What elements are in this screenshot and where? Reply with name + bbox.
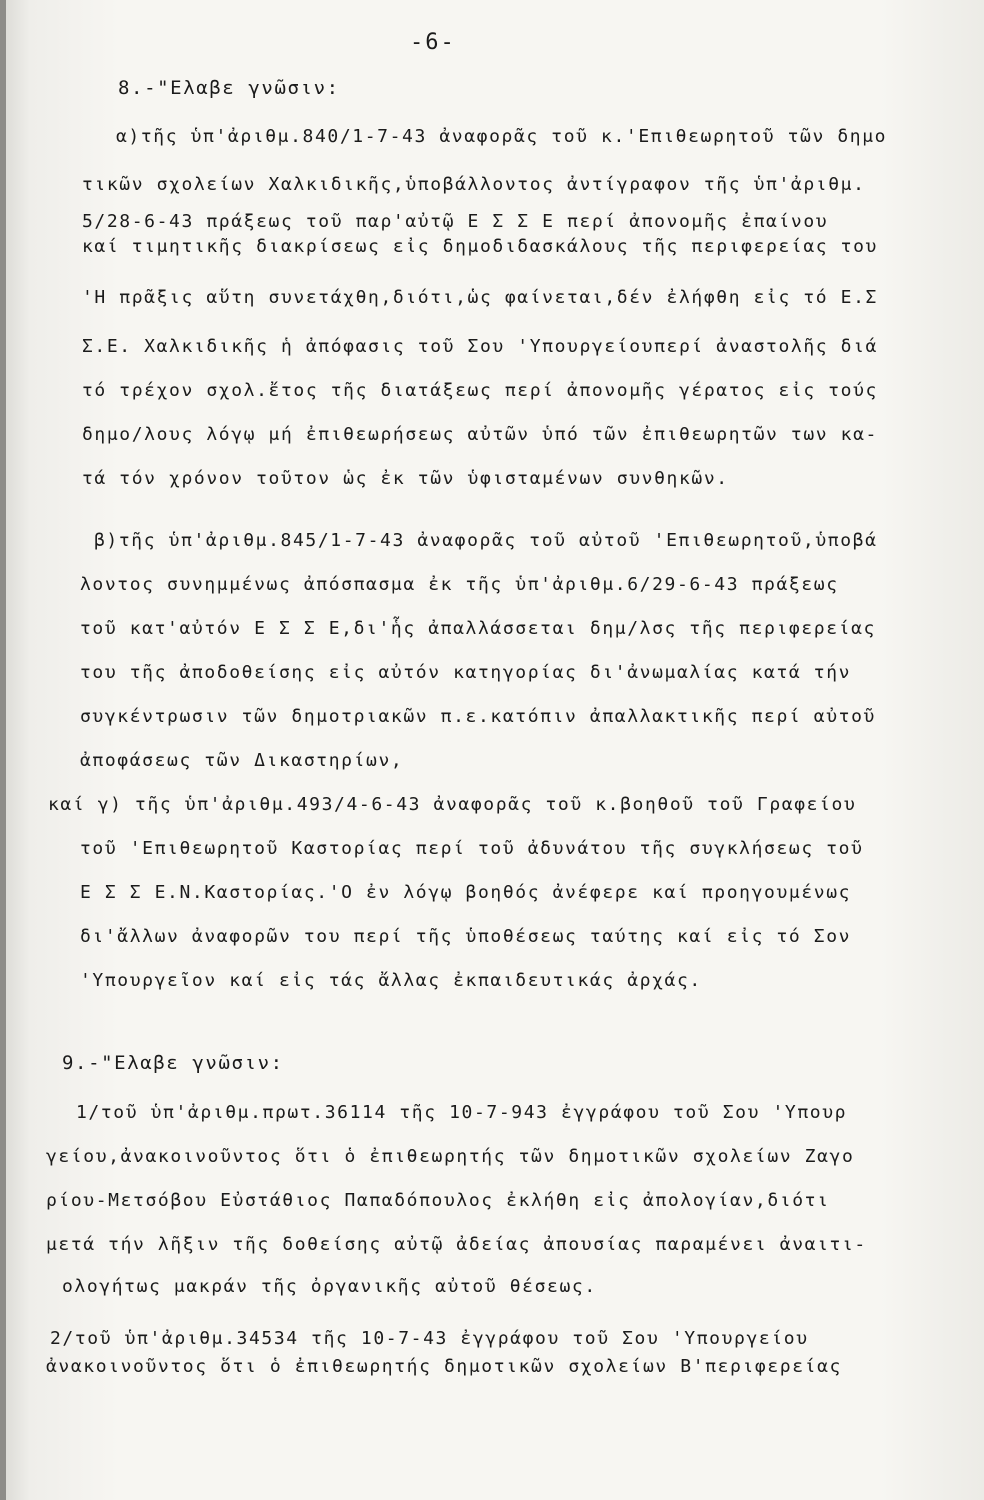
text-line: καί γ) τῆς ὑπ'ἀριθμ.493/4-6-43 ἀναφορᾶς τοῦ κ.βοηθοῦ τοῦ Γραφείου (48, 794, 857, 815)
text-line: ρίου-Μετσόβου Εὐστάθιος Παπαδόπουλος ἐκλήθη εἰς ἀπολογίαν,διότι (46, 1190, 830, 1211)
text-line: τό τρέχον σχολ.ἔτος τῆς διατάξεως περί ἀπονομῆς γέρατος εἰς τούς (82, 380, 878, 401)
text-line: συγκέντρωσιν τῶν δημοτριακῶν π.ε.κατόπιν ἀπαλλακτικῆς περί αὐτοῦ (80, 706, 876, 727)
text-line: 'Η πρᾶξις αὕτη συνετάχθη,διότι,ὡς φαίνεται,δέν ἐλήφθη εἰς τό Ε.Σ (82, 287, 878, 308)
text-line: β)τῆς ὑπ'ἀριθμ.845/1-7-43 ἀναφορᾶς τοῦ αὐτοῦ 'Επιθεωρητοῦ,ὑποβά (94, 530, 878, 551)
text-line: δημο/λους λόγῳ μή ἐπιθεωρήσεως αὐτῶν ὑπό τῶν ἐπιθεωρητῶν των κα- (82, 424, 878, 445)
text-line: ολογήτως μακράν τῆς ὀργανικῆς αὐτοῦ θέσεως. (62, 1276, 597, 1297)
page-number: -6- (410, 30, 456, 55)
text-line: τά τόν χρόνον τοῦτον ὡς ἐκ τῶν ὑφισταμένων συνθηκῶν. (82, 468, 729, 489)
text-line: 1/τοῦ ὑπ'ἀριθμ.πρωτ.36114 τῆς 10-7-943 ἐγγράφου τοῦ Σου 'Υπουρ (76, 1102, 848, 1123)
scan-edge (0, 0, 6, 1500)
text-line: τοῦ 'Επιθεωρητοῦ Καστορίας περί τοῦ ἀδυνάτου τῆς συγκλήσεως τοῦ (80, 838, 864, 859)
text-line: α)τῆς ὑπ'ἀριθμ.840/1-7-43 ἀναφορᾶς τοῦ κ.'Επιθεωρητοῦ τῶν δημο (116, 126, 888, 147)
text-line: δι'ἄλλων ἀναφορῶν του περί τῆς ὑποθέσεως ταύτης καί εἰς τό Σον (80, 926, 852, 947)
section-heading: 9.-"Ελαβε γνῶσιν: (62, 1052, 284, 1074)
text-line: ἀνακοινοῦντος ὅτι ὁ ἐπιθεωρητής δημοτικῶν σχολείων Β'περιφερείας (46, 1356, 842, 1377)
text-line: 'Υπουργεῖον καί εἰς τάς ἄλλας ἐκπαιδευτικάς ἀρχάς. (80, 970, 702, 991)
text-line: 5/28-6-43 πράξεως τοῦ παρ'αὐτῷ Ε Σ Σ Ε περί ἀπονομῆς ἐπαίνου (82, 211, 829, 232)
text-line: 2/τοῦ ὑπ'ἀριθμ.34534 τῆς 10-7-43 ἐγγράφου τοῦ Σου 'Υπουργείου (50, 1328, 809, 1349)
text-line: λοντος συνημμένως ἀπόσπασμα ἐκ τῆς ὑπ'ἀριθμ.6/29-6-43 πράξεως (80, 574, 839, 595)
text-line: γείου,ἀνακοινοῦντος ὅτι ὁ ἐπιθεωρητής τῶν δημοτικῶν σχολείων Ζαγο (46, 1146, 855, 1167)
text-line: Σ.Ε. Χαλκιδικῆς ἡ ἀπόφασις τοῦ Σου 'Υπουργείουπερί ἀναστολῆς διά (82, 336, 878, 357)
section-heading: 8.-"Ελαβε γνῶσιν: (118, 77, 340, 99)
text-line: μετά τήν λῆξιν τῆς δοθείσης αὐτῷ ἀδείας ἀπουσίας παραμένει ἀναιτι- (46, 1234, 867, 1255)
text-line: Ε Σ Σ Ε.Ν.Καστορίας.'Ο ἐν λόγῳ βοηθός ἀνέφερε καί προηγουμένως (80, 882, 852, 903)
text-line: του τῆς ἀποδοθείσης εἰς αὐτόν κατηγορίας δι'ἀνωμαλίας κατά τήν (80, 662, 852, 683)
text-line: τικῶν σχολείων Χαλκιδικῆς,ὑποβάλλοντος ἀντίγραφον τῆς ὑπ'ἀριθμ. (82, 174, 866, 195)
text-line: τοῦ κατ'αὐτόν Ε Σ Σ Ε,δι'ἧς ἀπαλλάσσεται δημ/λσς τῆς περιφερείας (80, 618, 876, 639)
text-line: καί τιμητικῆς διακρίσεως εἰς δημοδιδασκάλους τῆς περιφερείας του (82, 236, 878, 257)
text-line: ἀποφάσεως τῶν Δικαστηρίων, (80, 750, 404, 771)
